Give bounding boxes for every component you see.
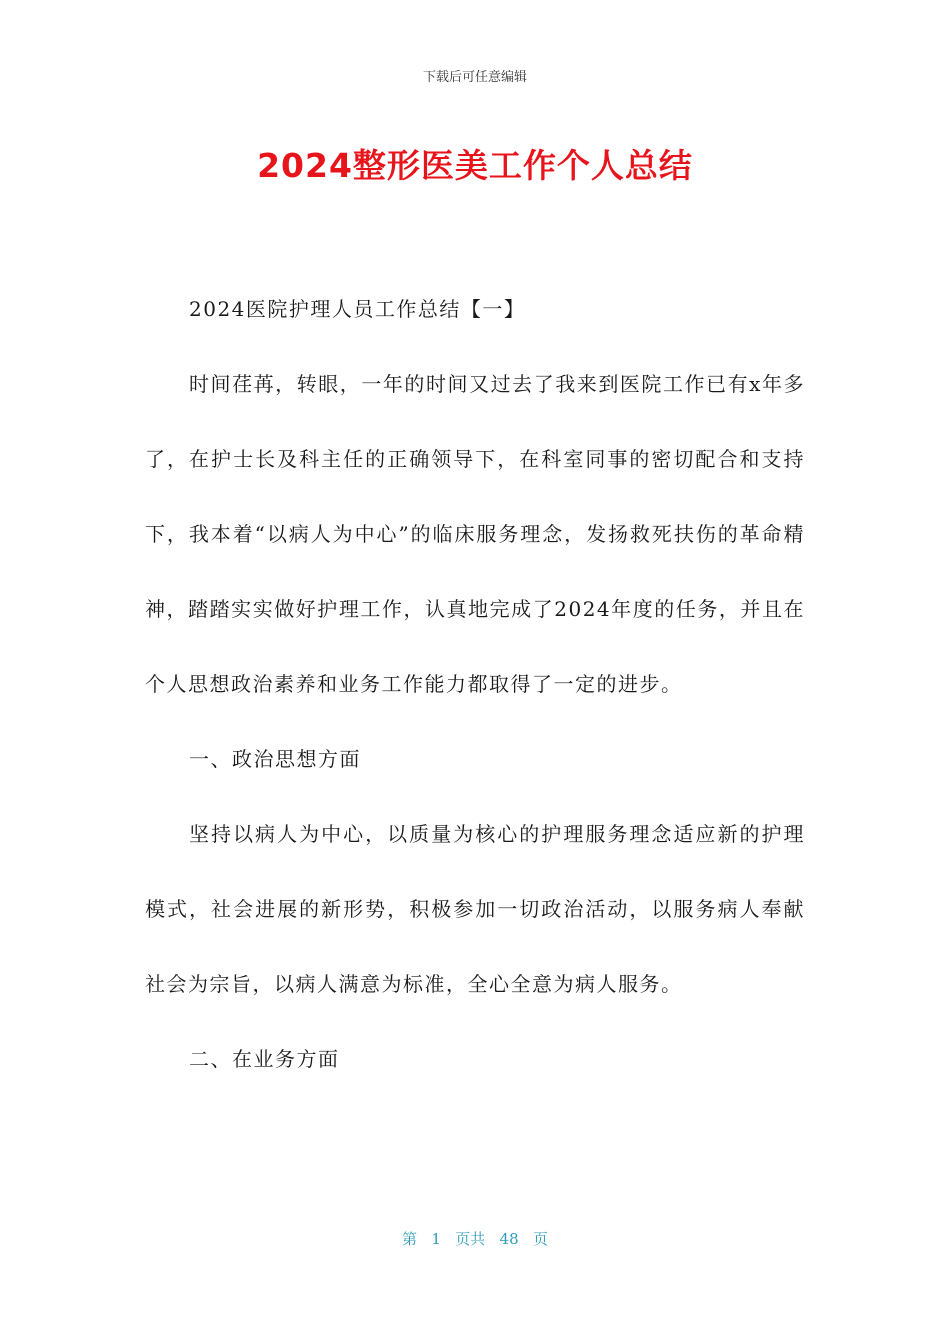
document-body (145, 272, 805, 1097)
section-heading: 一、政治思想方面 (189, 747, 361, 771)
section-heading: 2024医院护理人员工作总结【一】 (189, 297, 526, 321)
footer-middle: 页共 (455, 1230, 486, 1248)
page-footer (0, 1228, 950, 1249)
footer-total-pages: 48 (499, 1230, 519, 1248)
document-title: 2024整形医美工作个人总结 (257, 146, 693, 185)
footer-suffix: 页 (532, 1230, 548, 1248)
body-paragraph: 坚持以病人为中心，以质量为核心的护理服务理念适应新的护理模式，社会进展的新形势，积极参加一切政治活动，以服务病人奉献社会为宗旨，以病人满意为标准，全心全意为病人服务。 (145, 822, 805, 996)
body-paragraph: 时间荏苒，转眼，一年的时间又过去了我来到医院工作已有x年多了，在护士长及科主任的正确领导下，在科室同事的密切配合和支持下，我本着“以病人为中心”的临床服务理念，发扬救死扶伤的革命精神，踏踏实实做好护理工作，认真地完成了2024年度的任务，并且在个人思想政治素养和业务工作能力都取得了一定的进步。 (145, 372, 805, 696)
section-heading: 二、在业务方面 (189, 1047, 340, 1071)
footer-page-number: 1 (431, 1230, 441, 1248)
footer-prefix: 第 (402, 1230, 418, 1248)
header-note: 下载后可任意编辑 (422, 70, 527, 85)
